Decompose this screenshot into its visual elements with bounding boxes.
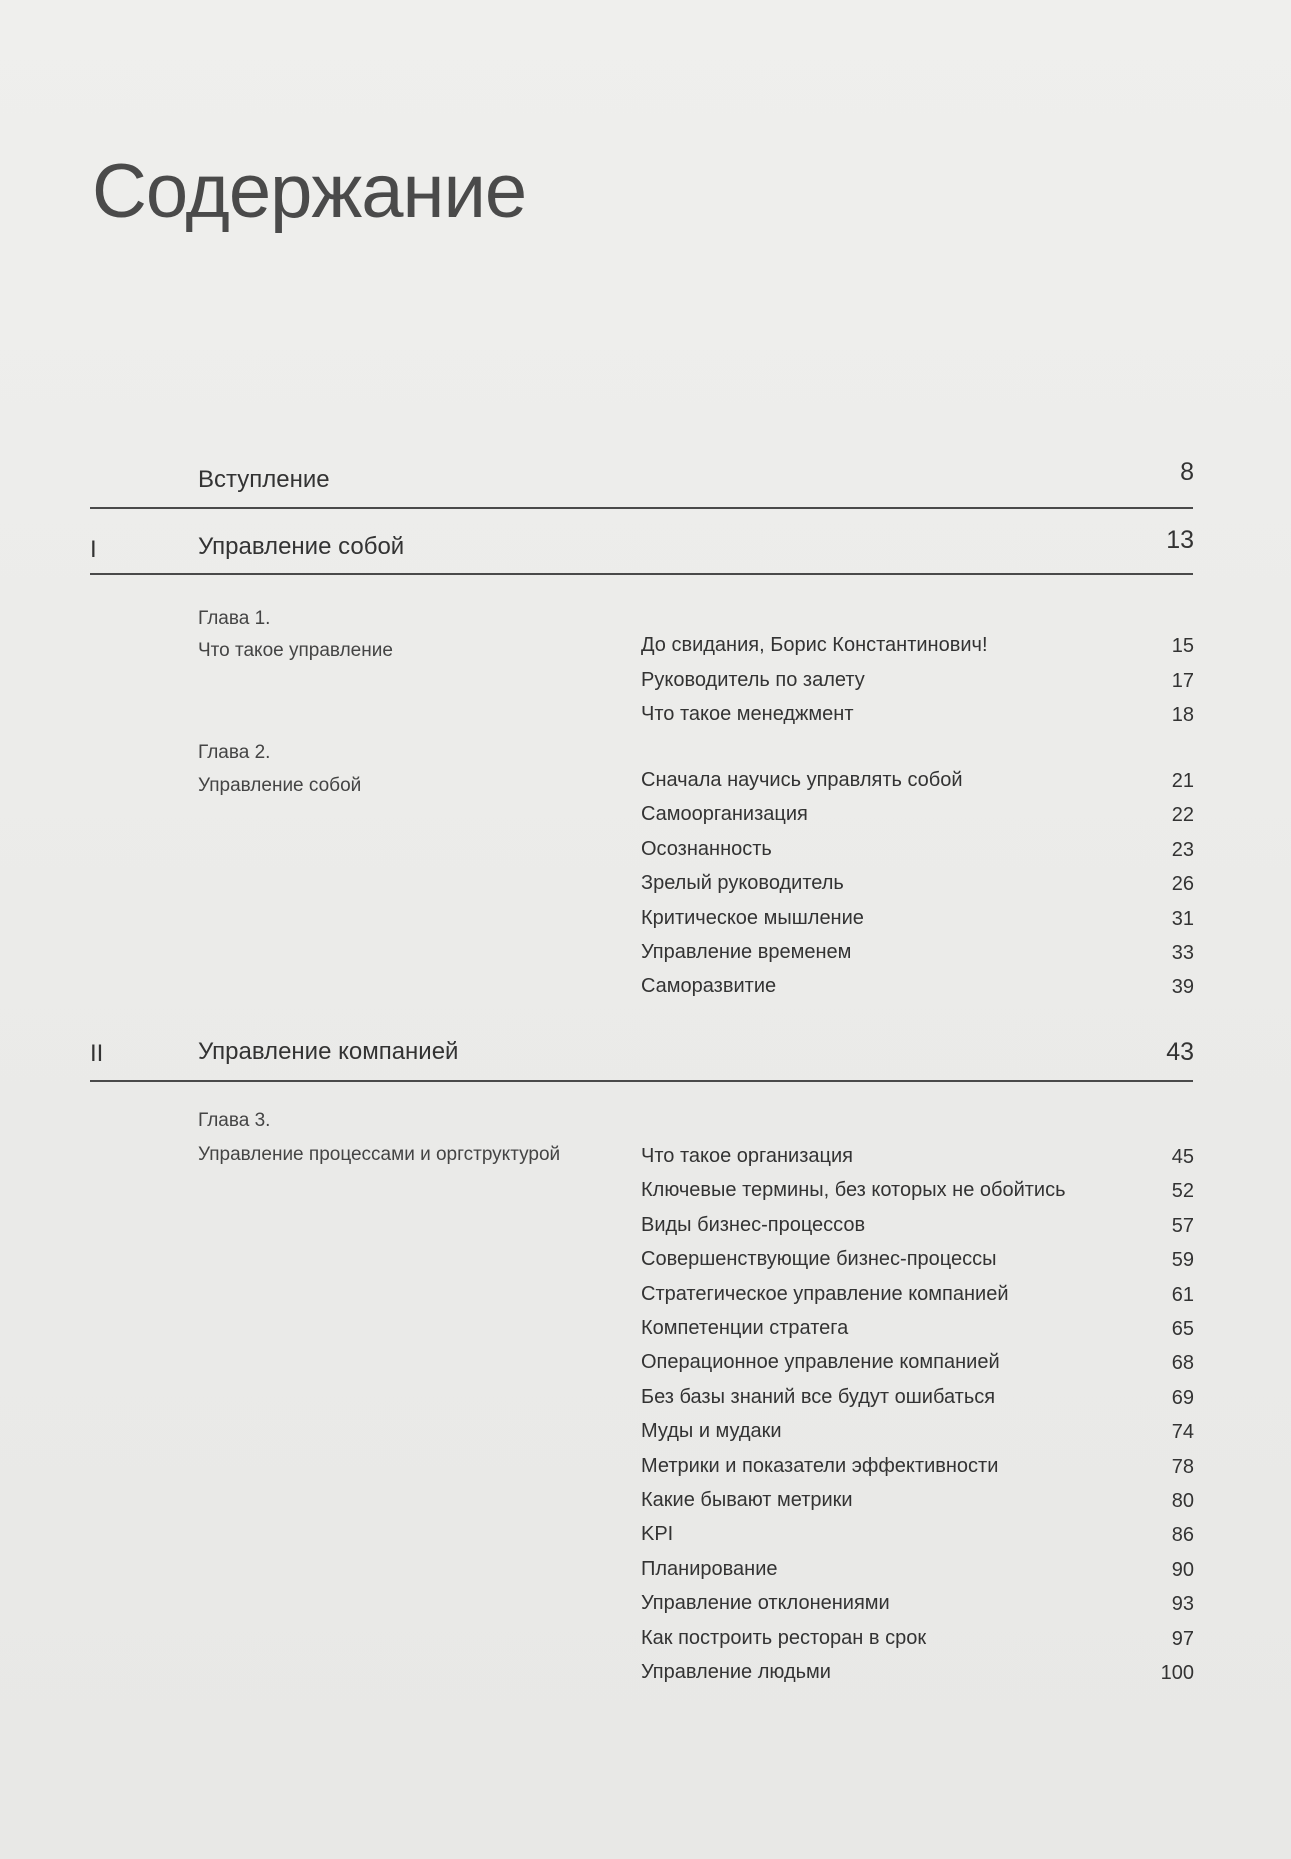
toc-entry[interactable]: Самоорганизация: [641, 803, 808, 825]
toc-entry[interactable]: Управление отклонениями: [641, 1592, 890, 1614]
toc-entry-page: 23: [1171, 839, 1194, 861]
part-title[interactable]: Управление собой: [198, 533, 405, 560]
toc-entry[interactable]: Совершенствующие бизнес-процессы: [641, 1248, 997, 1270]
toc-entry[interactable]: Зрелый руководитель: [641, 872, 844, 894]
divider: [90, 573, 1193, 575]
toc-entry[interactable]: Муды и мудаки: [641, 1420, 782, 1442]
toc-entry[interactable]: Управление временем: [641, 941, 852, 963]
chapter-title[interactable]: Управление собой: [198, 775, 362, 796]
toc-entry[interactable]: Виды бизнес-процессов: [641, 1214, 866, 1236]
intro-page: 8: [1180, 458, 1194, 486]
toc-entry[interactable]: Какие бывают метрики: [641, 1489, 853, 1511]
toc-entry-page: 65: [1171, 1318, 1194, 1340]
toc-entry[interactable]: Управление людьми: [641, 1661, 831, 1683]
toc-entry-page: 78: [1171, 1456, 1194, 1478]
toc-entry[interactable]: KPI: [641, 1523, 674, 1545]
toc-entry[interactable]: Ключевые термины, без которых не обойтись: [641, 1179, 1066, 1201]
toc-entry-page: 52: [1171, 1180, 1194, 1202]
toc-entry-page: 68: [1171, 1352, 1194, 1374]
toc-entry-page: 74: [1171, 1421, 1194, 1443]
toc-entry[interactable]: Что такое менеджмент: [641, 703, 854, 725]
toc-entry[interactable]: Руководитель по залету: [641, 669, 865, 691]
toc-entry-page: 93: [1171, 1593, 1194, 1615]
toc-entry-page: 17: [1171, 670, 1194, 692]
part-numeral: II: [90, 1040, 104, 1067]
toc-entry[interactable]: Сначала научись управлять собой: [641, 769, 963, 791]
toc-entry[interactable]: Как построить ресторан в срок: [641, 1627, 927, 1649]
toc-entry-page: 61: [1171, 1284, 1194, 1306]
toc-entry-page: 69: [1171, 1387, 1194, 1409]
part-page: 13: [1166, 526, 1194, 554]
toc-entry-page: 21: [1171, 770, 1194, 792]
toc-entry[interactable]: Компетенции стратега: [641, 1317, 849, 1339]
chapter-label: Глава 2.: [198, 742, 271, 763]
toc-entry-page: 22: [1171, 804, 1194, 826]
chapter-label: Глава 3.: [198, 1110, 271, 1131]
toc-entry-page: 100: [1160, 1662, 1194, 1684]
toc-entry[interactable]: Без базы знаний все будут ошибаться: [641, 1386, 996, 1408]
toc-entry-page: 39: [1171, 976, 1194, 998]
toc-entry-page: 33: [1171, 942, 1194, 964]
toc-entry-page: 59: [1171, 1249, 1194, 1271]
toc-entry-page: 57: [1171, 1215, 1194, 1237]
part-title[interactable]: Управление компанией: [198, 1038, 459, 1065]
chapter-title[interactable]: Управление процессами и оргструктурой: [198, 1144, 561, 1165]
toc-entry[interactable]: До свидания, Борис Константинович!: [641, 634, 988, 656]
toc-entry-page: 97: [1171, 1628, 1194, 1650]
toc-entry[interactable]: Саморазвитие: [641, 975, 777, 997]
part-numeral: I: [90, 536, 97, 563]
toc-entry-page: 26: [1171, 873, 1194, 895]
toc-entry[interactable]: Операционное управление компанией: [641, 1351, 1000, 1373]
page-title: Содержание: [92, 149, 527, 234]
toc-entry-page: 15: [1171, 635, 1194, 657]
toc-entry[interactable]: Планирование: [641, 1558, 778, 1580]
divider: [90, 1080, 1193, 1082]
toc-entry[interactable]: Осознанность: [641, 838, 772, 860]
toc-entry-page: 18: [1171, 704, 1194, 726]
toc-entry[interactable]: Стратегическое управление компанией: [641, 1283, 1009, 1305]
divider: [90, 507, 1193, 509]
part-page: 43: [1166, 1038, 1194, 1066]
toc-entry-page: 80: [1171, 1490, 1194, 1512]
chapter-label: Глава 1.: [198, 608, 271, 629]
chapter-title[interactable]: Что такое управление: [198, 640, 393, 661]
toc-entry-page: 86: [1171, 1524, 1194, 1546]
toc-entry-page: 90: [1171, 1559, 1194, 1581]
intro-label[interactable]: Вступление: [198, 466, 330, 493]
toc-entry-page: 45: [1171, 1146, 1194, 1168]
toc-entry[interactable]: Что такое организация: [641, 1145, 853, 1167]
toc-entry-page: 31: [1171, 908, 1194, 930]
toc-entry[interactable]: Критическое мышление: [641, 907, 864, 929]
toc-entry[interactable]: Метрики и показатели эффективности: [641, 1455, 999, 1477]
